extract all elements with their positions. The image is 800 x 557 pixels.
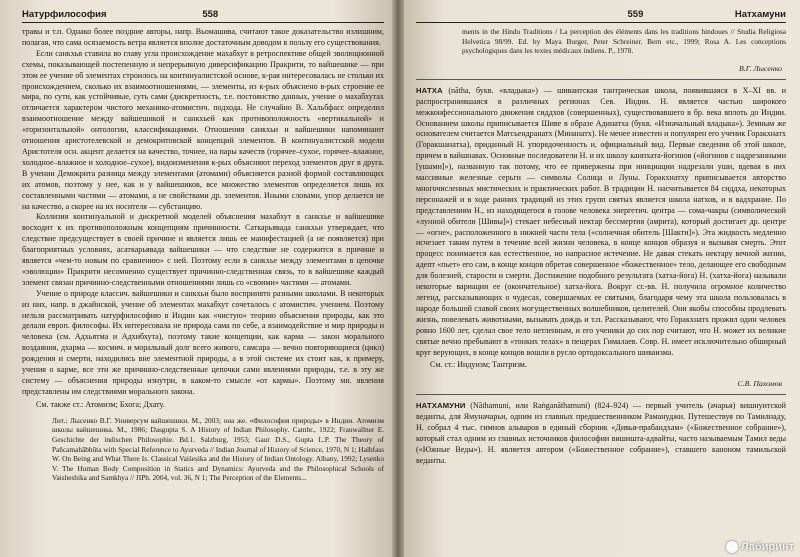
right-running-head	[416, 2, 786, 23]
right-see-also: См. ст.: Индуизм; Тантризм.	[430, 360, 527, 370]
book-gutter	[392, 0, 404, 557]
left-paragraph: травы и т.п. Однако более поздние авторы, напр. Вьомашива, считают такое доказательство излишним, полагая, что сама осязаемость ветра является вполне достаточным доводом в пользу его существования.	[22, 27, 384, 47]
left-see-also: См. также ст.: Атомизм; Бхога; Дхату.	[36, 399, 165, 409]
left-running-head	[22, 2, 384, 23]
entry-headword: НАТХАМУНИ	[416, 401, 466, 411]
entry-natha	[416, 86, 786, 359]
left-paragraph: Если санкхья ставила во главу угла происхождение махабхут в ретроспективе общей эволюционной схемы, показывающей постепенную и непрерывную диверсификацию Пракрити, то вайшешике — при этом ее учение об элементах строилось на континуалистской основе, к-рая интересовалась не столько их происхождением, сколько их взаимоотношениями, — элементы, из к-рых объяснено в-рых строение ее мира, по сути, как устойчивые, суть сами (дискретность, т.е. постоянство данных, учение о махабхутах отличается характером чистого механико-атомистич. подхода. Не случайно В. Хальбфасс определил взаимоотношение между вайшешикой и санкхьей как противоположность «вертикальной» и «горизонтальной» онтологии, классификациями. Отношения санкхьи и вайшешики напоминают отношения аристотелевской и демокритовской концепций элементов. В континуалистской модели Аристотеля осн. акцент делается на качество, точнее, на пары качеств (горячее–сухое, горячее–влажное, холодное–влажное и холодное–сухое), видоизменения к-рых объясняют переход элементов друг в друга. В учении Демокрита разница между элементами (атомами) объясняется разной формой составляющих их атомов, поэтому у нее, как и у вайшешиков, все множество элементов определяется лишь их составленными частями — атомами, а не свойствами др. элементов. Иными словами, упор делается не на качество, а скорее на их носителя — субстанцию.	[22, 48, 384, 211]
left-paragraph: Коллизия континуальной и дискретной моделей объяснения махабхут в санкхье и вайшешике восходит к их противоположным концепциям причинности. Саткарьявада санкхьи утверждает, что следствие предсуществует в своей причине и является лишь ее манифестацией (а не появляется) при благоприятных условиях, асаткарьявада вайшешики — что следствие не содержится в причине и является «чем-то новым по сравнению» с ней. Поэтому если в санкхье между элементами в цепочке «эволюции» Пракрити несомненно существует причинно-следственная связь, то в вайшешике каждый элемент связан причинно-следственными отношениями лишь со «своими» частями — атомами.	[22, 212, 384, 287]
left-paragraph: Учение о природе классич. вайшешики и санкхьи было воспринято разными школами. В некоторых из них, напр. в джайнской, учение об элементах махабхут сочеталось с атомистич. учением. Поэтому нельзя рассматривать натурфилософию в Индии как «чистую» теорию объяснения природы, как это делали европ. философы. Их интересовала не природа сама по себе, а взаимодействие и мир природы и человека (см. Адхьятма и Адхибхута), поэтому такие концепции, как карма — закон морального воздаяния, дхарма — космич. и моральный долг всего живого, самсара — вечно повторяющиеся (цикл) рождения и смерти, находились вне элементной природы, а в этой системе их стоит как, к примеру, учения о карме, все эти же причинно-следственные цепочки сами явлениями природы, т.е. в эту же систему — объяснения природы изнутри, в каком-то смысле «от кармы». Поэтому мн. явления представлены им следствиями морального закона.	[22, 288, 384, 396]
literature-text: Лит.: Лысенко В.Г. Универсум вайшешики. М., 2003; она же. «Философия природы» в Индии. Атомизм школы вайшешика. М., 1986; Dasgupta S. A History of Indian Philosophy. Cambr., 1922; Frauwallner E. Geschichte der indischen Philosophie. Bd.1. Salzburg, 1953; Gaur D.S., Gupta L.P. The Theory of Pañcamahābhūta with Special Reference to Ayurveda // Indian Journal of History of Science, 1970, N 1; Halbfass W. On Being and What There Is. Classical Vaiśeṣika and the History of Indian Ontology. Albany, 1992; Lysenko V. The Human Body Composition in Statics and Dynamics: Ayurveda and the Philosophical Schools of Vaisheshika and Samkhya // JIPh. 2004, vol. 36, N 1; The Perception of the Elements...	[52, 415, 384, 483]
watermark-logo-icon	[726, 541, 738, 553]
entry-nathamuni	[416, 401, 786, 466]
left-running-title: Натурфилософия	[22, 9, 107, 20]
entry-body: (Nāthamuni, или Raṅganāthamuni) (824–924) — первый учитель (ачарья) вишнуитской веданты, для Ямуначарьи, одним из главных предшественником Рамануджи. Путешествуя по Тамилнаду, Н. собрал 4 тыс. гимнов альваров в единый сборник «Дивья-прабандхам» («Божественное собрание»), который стал одним из главных источников философии вишишта-адвайты, часто называемым Тамил веды («Южные Веды»). Н. является автором («Божественное собрание»), ставшего каноном тамильской веданты.	[416, 401, 786, 465]
left-page-number: 558	[202, 9, 219, 20]
continued-literature-text: ments in the Hindu Traditions / La perception des éléments dans les traditions hindoues // Studia Religiosa Helvetica 98/99. Ed. by Maya Burger, Peter Schreiner. Bern etc., 1999; Rosa A. Les conceptions psychologiques dans les textes médicaux indiens. P., 1978.	[462, 27, 786, 56]
right-running-title: Натхамуни	[734, 9, 786, 20]
author-signature: В.Г. Лысенко	[739, 63, 782, 73]
watermark	[726, 541, 794, 553]
watermark-text: Лабиринт	[740, 541, 794, 553]
entry-headword: НАТХА	[416, 85, 443, 95]
author-signature: С.В. Пахомов	[737, 379, 782, 389]
continued-literature	[462, 27, 786, 56]
left-literature	[52, 416, 384, 483]
entry-body: (nātha, букв. «владыка») — шиваитская тантрическая школа, появившаяся в X–XI вв. и распространившаяся в различных регионах Сев. Индии. Н. является частью широкого межконфессионального движения сиддхов (совершенных), существовавшего в бр. века вплоть до Индии. Основанием школы приписывается Шиве в образе Адинатха (букв. «Изначальный владыка»). Земным же основателем считается Матсьендранатх (Минанатх). Не менее известен и популярен его ученик Горакхнатх (Горакшанатха), приданный Н. упорядоченность и, официальный вид. Первые сведения об этой школе, причем в вайшнавах. Основные последователи Н. и их школу канпхата-йогинов («йогинов с надрезанными [ушами]»), названную так потому, что ее привержены при инициации надрезали уши, вдевая в них массивные железные серьги — символы Солнца и Луны. Горакхнатху приписывается авторство многочисленных мистических и практических работ. В традиции Н. насчитывается 84 сиддха, некоторых персонажей и в ходе ранних традиций из этих групп святых является школа натхов, и в вадхрание. По представлениям Н., из находящегося в голове человека энергетич. центра — сома-чакры (символической «лунной обители [Шивы]») стекает небесный нектар бессмертия (амрита), который достигает др. центре — «огне», расположенного в нижней части тела («солнечная обитель [Шакти]»). Эта жидкость медленно исчезает таким путем в течение всей жизни человека, в конце концов образуя и вызывая смерть. Этот процесс понимается как естественное, но напрасное истечение. Не давая стекать нектару вечной жизни, адепт «пьет» его сам, в конце концов обретая совершенное «божественное» тело, делающее его свободным для болезней, старости и смерти. Достижение подобного результата (хатха-йога) Н. (хатха-йога) называли некоторые вариации ее (окончательное) хатха-йога. Вокруг сг.-вв. Н. получила огромное количество легенд, рассказывающих о чудесах, совершаемых ее святыми, благодаря чему эта школа пользовалась в народе большой славой своих могущественных волшебников, целителей. Они якобы способны продлевать жизнь, повелевать животными, вызывать дождь и т.п. Рассказывают, что Горакхнатх прожил один человек ровно 1600 лет, сделал свое тело нетленным, и его ученики до сих пор считают, что Н. может их великие святые вечно пребывают в «тонких телах» в пещерах Гималаев. Совр. Н. имеет исключительно обширный круг верующих, в конце концов вошли в русло ортодоксального шиваизма.	[416, 85, 786, 357]
entry-divider	[416, 394, 786, 395]
entry-divider	[416, 79, 786, 80]
right-page	[404, 0, 800, 557]
left-page	[0, 0, 392, 557]
right-page-number: 559	[627, 9, 644, 20]
